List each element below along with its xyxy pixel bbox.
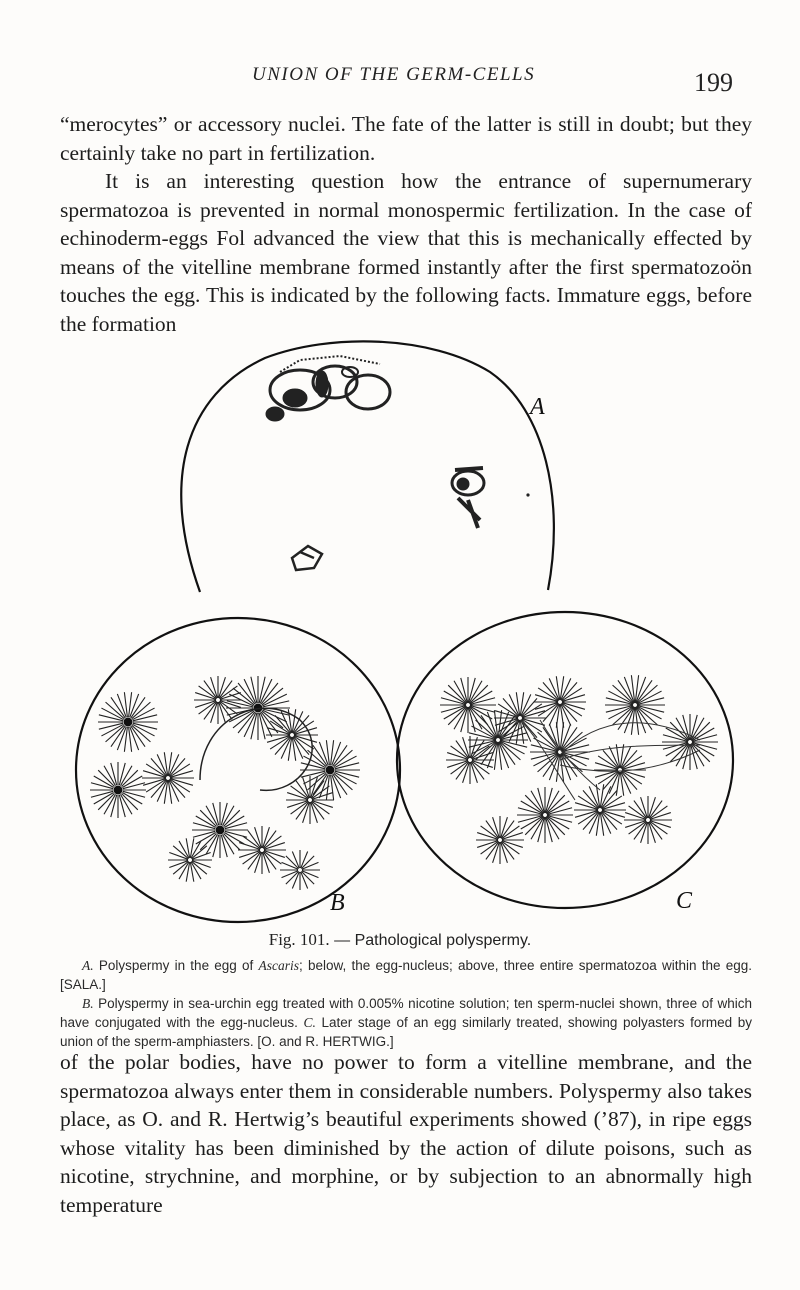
aster-ray-cluster <box>90 762 146 818</box>
top-text-block <box>60 110 752 338</box>
paragraph-merocytes: “merocytes” or accessory nuclei. The fate of the latter is still in doubt; but they certainly take no part in fertilization. <box>60 112 752 165</box>
aster-ray-cluster <box>286 776 334 824</box>
aster-ray-cluster <box>574 784 626 835</box>
small-sperm <box>292 546 322 570</box>
aster-ray-cluster <box>142 752 194 803</box>
aster-ray-cluster <box>300 740 360 800</box>
b-aster-group <box>90 676 360 890</box>
aster-ray-cluster <box>238 826 286 874</box>
aster-ray-cluster <box>624 796 672 844</box>
paragraph-vitelline: of the polar bodies, have no power to form a vitelline membrane, and the spermatozoa always enter them in considerable numbers. Polyspermy also takes place, as O. and R. Hertwig’s beautiful experiments showed (’87), in ripe eggs whose vitality has been diminished by the action of dilute poisons, such as nicotine, strychnine, and morphine, or by subjection to an abnormally high temperature <box>60 1050 752 1217</box>
caption-c-label: C. <box>303 1015 316 1030</box>
egg-nucleus <box>452 468 484 528</box>
page-number: 199 <box>694 68 733 97</box>
figure-c-egg <box>397 612 733 914</box>
figure-label-c: C <box>676 888 693 914</box>
aster-ray-cluster <box>594 744 646 795</box>
running-head: UNION OF THE GERM-CELLS <box>252 64 536 85</box>
caption-a-label: A. <box>82 958 94 973</box>
caption-a-post: ; below, the egg-nucleus; above, three entire spermatozoa within the egg. [SALA.] <box>60 958 752 992</box>
figure-caption <box>60 956 752 1051</box>
sperm-nucleus-cluster <box>266 356 390 421</box>
aster-ray-cluster <box>280 850 320 890</box>
caption-a-species: Ascaris <box>258 958 300 973</box>
figure-title-text: — Pathological polyspermy. <box>329 932 532 949</box>
c-aster-group <box>440 675 718 864</box>
aster-ray-cluster <box>98 692 158 752</box>
bottom-text-block <box>60 1048 752 1219</box>
figure-label-b: B <box>330 890 345 916</box>
caption-b-text: Polyspermy in sea-urchin egg treated with 0.005% nicotine solution; ten sperm-nuclei shown, three of which have conjugated with the egg-nucleus. <box>60 996 752 1030</box>
aster-ray-cluster <box>517 787 573 843</box>
figure-label-a: A <box>530 394 545 420</box>
caption-bc <box>60 994 752 1051</box>
caption-b-label: B. <box>82 996 94 1011</box>
aster-ray-cluster <box>605 675 665 735</box>
caption-c-text: Later stage of an egg similarly treated, showing polyasters formed by union of the sperm-amphiasters. [O. and R. HERTWIG.] <box>60 1015 752 1049</box>
caption-a-pre: Polyspermy in the egg of <box>93 958 259 973</box>
caption-a <box>60 956 752 994</box>
paragraph-polyspermy-question: It is an interesting question how the entrance of supernumerary spermatozoa is prevented in normal monospermic fertilization. In the case of echinoderm-eggs Fol advanced the view that this is mechanically effected by means of the vitelline membrane formed instantly after the first spermatozoön touches the egg. This is indicated by the following facts. Immature eggs, before the formation <box>60 169 752 336</box>
aster-ray-cluster <box>476 816 524 864</box>
figure-a-egg <box>181 341 554 592</box>
figure-101 <box>0 340 800 940</box>
figure-number: Fig. 101. <box>268 930 330 949</box>
aster-ray-cluster <box>534 676 586 727</box>
figure-b-egg <box>76 618 400 922</box>
figure-title <box>0 930 800 950</box>
